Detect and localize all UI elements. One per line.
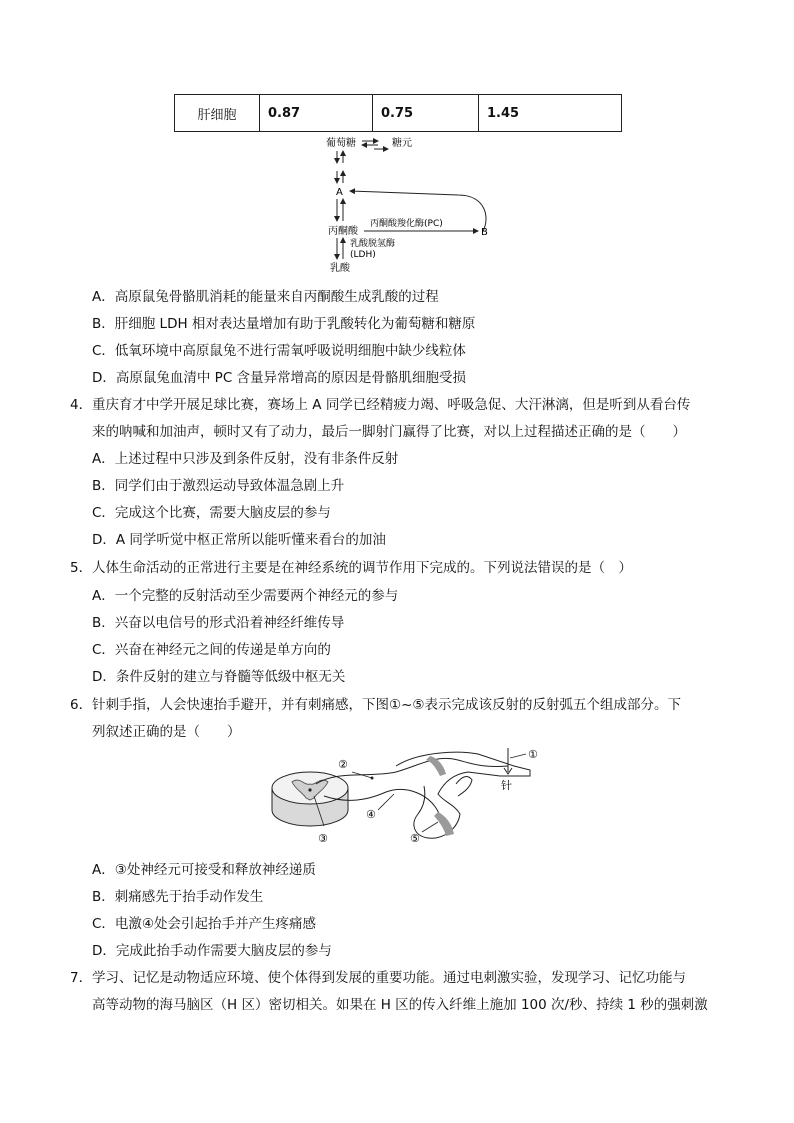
q4-line1: 重庆育才中学开展足球比赛，赛场上 A 同学已经精疲力竭、呼吸急促、大汗淋漓，但是听到从看台传 bbox=[92, 397, 691, 413]
q5-option-a: A．一个完整的反射活动至少需要两个神经元的参与 bbox=[92, 588, 399, 604]
q4-option-a: A．上述过程中只涉及到条件反射，没有非条件反射 bbox=[92, 451, 399, 467]
q5-line1: 人体生命活动的正常进行主要是在神经系统的调节作用下完成的。下列说法错误的是（ ） bbox=[92, 560, 632, 576]
table-row bbox=[175, 95, 622, 132]
q7-number: 7． bbox=[70, 970, 93, 986]
q6-option-d: D．完成此抬手动作需要大脑皮层的参与 bbox=[92, 943, 332, 959]
q6-option-b: B．刺痛感先于抬手动作发生 bbox=[92, 889, 264, 905]
table-cell: 0.87 bbox=[260, 95, 373, 132]
q6-stem bbox=[70, 693, 681, 713]
label-1: ① bbox=[528, 748, 538, 761]
q7-line1: 学习、记忆是动物适应环境、使个体得到发展的重要功能。通过电刺激实验，发现学习、记忆功能与 bbox=[92, 970, 686, 986]
q4-option-b: B．同学们由于激烈运动导致体温急剧上升 bbox=[92, 478, 345, 494]
q5-number: 5． bbox=[70, 560, 93, 576]
q6-number: 6． bbox=[70, 697, 93, 713]
effector-muscle-patch bbox=[434, 812, 454, 836]
pc-enzyme-label: 丙酮酸羧化酶(PC) bbox=[370, 219, 443, 229]
up-down-arrows-icon bbox=[337, 199, 343, 221]
metabolic-pathway-diagram bbox=[318, 133, 498, 275]
q3-option-c: C．低氧环境中高原鼠兔不进行需氧呼吸说明细胞中缺少线粒体 bbox=[92, 343, 466, 359]
label-3: ③ bbox=[318, 832, 328, 845]
q7-stem bbox=[70, 966, 686, 986]
q6-option-c: C．电激④处会引起抬手并产生疼痛感 bbox=[92, 916, 317, 932]
glucose-label: 葡萄糖 bbox=[326, 138, 356, 149]
q3-option-a: A．高原鼠兔骨骼肌消耗的能量来自丙酮酸生成乳酸的过程 bbox=[92, 289, 439, 305]
node-a-label: A bbox=[336, 187, 343, 198]
up-down-arrows-icon bbox=[337, 151, 343, 183]
q6-line1: 针刺手指，人会快速抬手避开，并有刺痛感，下图①~⑤表示完成该反射的反射弧五个组成部分。下 bbox=[92, 697, 682, 713]
data-table bbox=[174, 94, 622, 132]
q3-option-b: B．肝细胞 LDH 相对表达量增加有助于乳酸转化为葡萄糖和糖原 bbox=[92, 316, 476, 332]
glycogen-label: 糖元 bbox=[392, 138, 412, 149]
lactate-label: 乳酸 bbox=[330, 263, 350, 274]
label-2: ② bbox=[338, 758, 348, 771]
reversible-arrow-icon bbox=[362, 141, 378, 145]
q6-line2: 列叙述正确的是（ ） bbox=[92, 724, 241, 740]
up-down-arrows-icon bbox=[337, 238, 343, 259]
q6-option-a: A．③处神经元可接受和释放神经递质 bbox=[92, 862, 316, 878]
q4-option-c: C．完成这个比赛，需要大脑皮层的参与 bbox=[92, 505, 331, 521]
table-cell: 肝细胞 bbox=[175, 95, 260, 132]
table-cell: 1.45 bbox=[479, 95, 622, 132]
q5-option-d: D．条件反射的建立与脊髓等低级中枢无关 bbox=[92, 669, 346, 685]
q5-stem bbox=[70, 556, 632, 576]
reflex-arc-figure bbox=[268, 744, 553, 848]
q3-option-d: D．高原鼠兔血清中 PC 含量异常增高的原因是骨骼肌细胞受损 bbox=[92, 370, 467, 386]
receptor-skin-patch bbox=[426, 756, 446, 776]
label-5: ⑤ bbox=[410, 832, 420, 845]
pyruvate-label: 丙酮酸 bbox=[328, 226, 358, 237]
needle-label: 针 bbox=[501, 779, 512, 792]
q7-line2: 高等动物的海马脑区（H 区）密切相关。如果在 H 区的传入纤维上施加 100 次/秒、持续 1 秒的强刺激 bbox=[92, 997, 708, 1013]
q5-option-b: B．兴奋以电信号的形式沿着神经纤维传导 bbox=[92, 615, 345, 631]
label-4: ④ bbox=[366, 808, 376, 821]
q4-number: 4． bbox=[70, 397, 93, 413]
q4-line2: 来的呐喊和加油声，顿时又有了动力，最后一脚射门赢得了比赛，对以上过程描述正确的是（ ） bbox=[92, 424, 686, 440]
q5-option-c: C．兴奋在神经元之间的传递是单方向的 bbox=[92, 642, 331, 658]
q4-stem bbox=[70, 393, 690, 413]
node-b-label: B bbox=[481, 227, 488, 238]
ldh-enzyme-label: 乳酸脱氢酶 bbox=[350, 239, 396, 249]
ldh-abbrev-label: (LDH) bbox=[350, 250, 376, 260]
q4-option-d: D．A 同学听觉中枢正常所以能听懂来看台的加油 bbox=[92, 532, 386, 548]
table-cell: 0.75 bbox=[373, 95, 479, 132]
